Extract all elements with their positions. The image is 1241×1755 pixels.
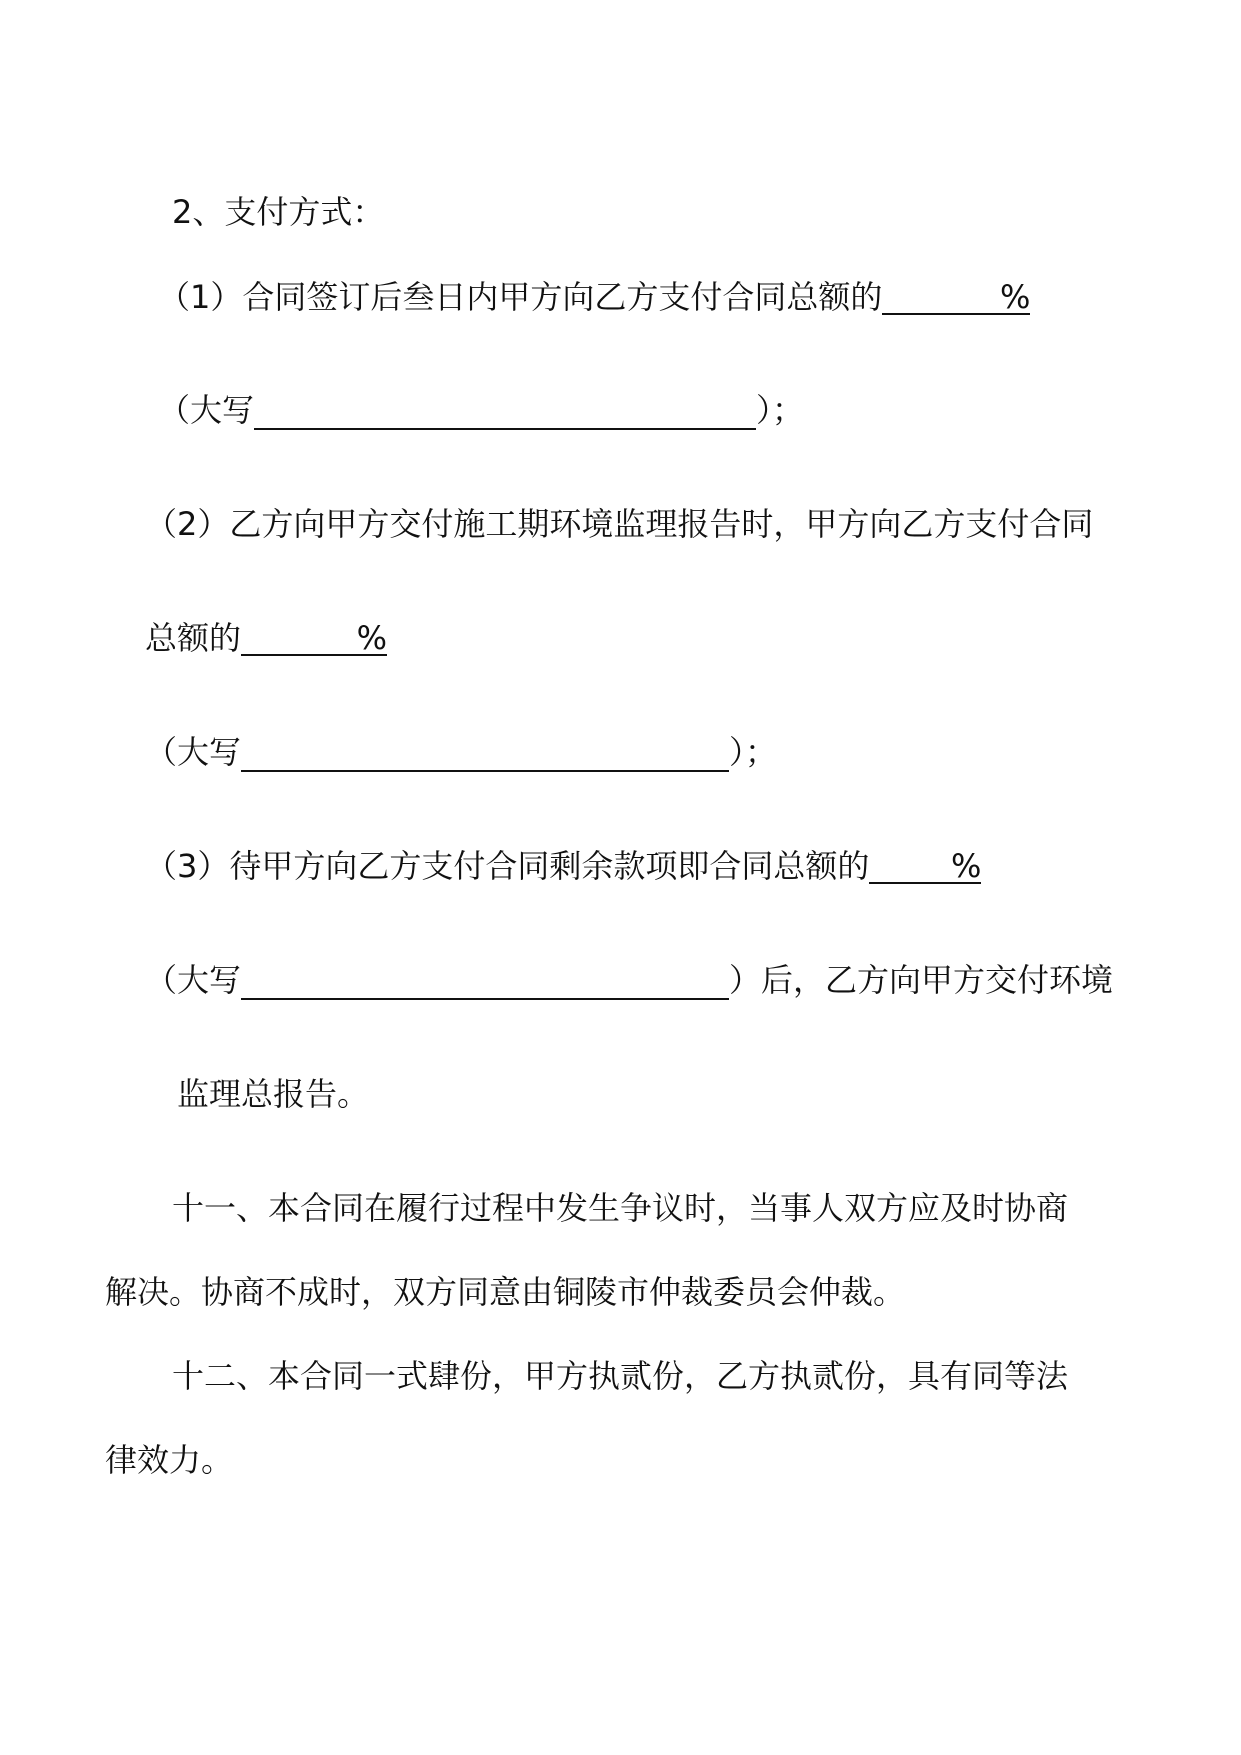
clause-12-line-1 <box>172 1356 1068 1396</box>
item2-amount-line <box>145 618 387 658</box>
item2-daxie-line <box>145 732 777 772</box>
item3-text: （3）待甲方向乙方支付合同剩余款项即合同总额的 <box>145 847 870 885</box>
item3-daxie-close: ）后，乙方向甲方交付环境 <box>729 961 1114 999</box>
item3-percent-sign: % <box>950 847 982 885</box>
item2-daxie-blank <box>241 734 729 772</box>
item1-percent-sign: % <box>999 278 1031 316</box>
item1-daxie-open: （大写 <box>158 391 255 429</box>
payment-heading <box>172 192 384 232</box>
item3-continuation <box>177 1074 369 1114</box>
item2-text-b: 总额的 <box>145 619 242 657</box>
clause12-text-a: 十二、本合同一式肆份，甲方执贰份，乙方执贰份，具有同等法 <box>172 1357 1069 1395</box>
item2-daxie-open: （大写 <box>145 733 242 771</box>
item3-daxie-line <box>145 960 1113 1000</box>
clause-12-line-2 <box>105 1440 233 1480</box>
item2-percent-sign: % <box>356 619 388 657</box>
payment-item-2 <box>145 504 1093 544</box>
payment-heading-text: 2、支付方式： <box>172 193 385 231</box>
item1-text: （1）合同签订后叁日内甲方向乙方支付合同总额的 <box>158 278 883 316</box>
item2-text-a: （2）乙方向甲方交付施工期环境监理报告时，甲方向乙方支付合同 <box>145 505 1094 543</box>
payment-item-3 <box>145 846 981 886</box>
clause-11-line-2 <box>105 1272 905 1312</box>
clause11-text-b: 解决。协商不成时，双方同意由铜陵市仲裁委员会仲裁。 <box>105 1273 906 1311</box>
item1-daxie-line <box>158 390 804 430</box>
item1-daxie-close: ）； <box>756 391 805 429</box>
item2-daxie-close: ）； <box>729 733 778 771</box>
item2-percent-blank <box>241 618 387 656</box>
item3-percent-blank <box>869 846 981 884</box>
item3-text-c: 监理总报告。 <box>177 1075 370 1113</box>
payment-item-1 <box>158 277 1030 317</box>
clause12-text-b: 律效力。 <box>105 1441 234 1479</box>
item3-daxie-blank <box>241 962 729 1000</box>
clause11-text-a: 十一、本合同在履行过程中发生争议时，当事人双方应及时协商 <box>172 1189 1069 1227</box>
item1-percent-blank <box>882 277 1030 315</box>
clause-11-line-1 <box>172 1188 1068 1228</box>
item3-daxie-open: （大写 <box>145 961 242 999</box>
item1-daxie-blank <box>254 392 756 430</box>
